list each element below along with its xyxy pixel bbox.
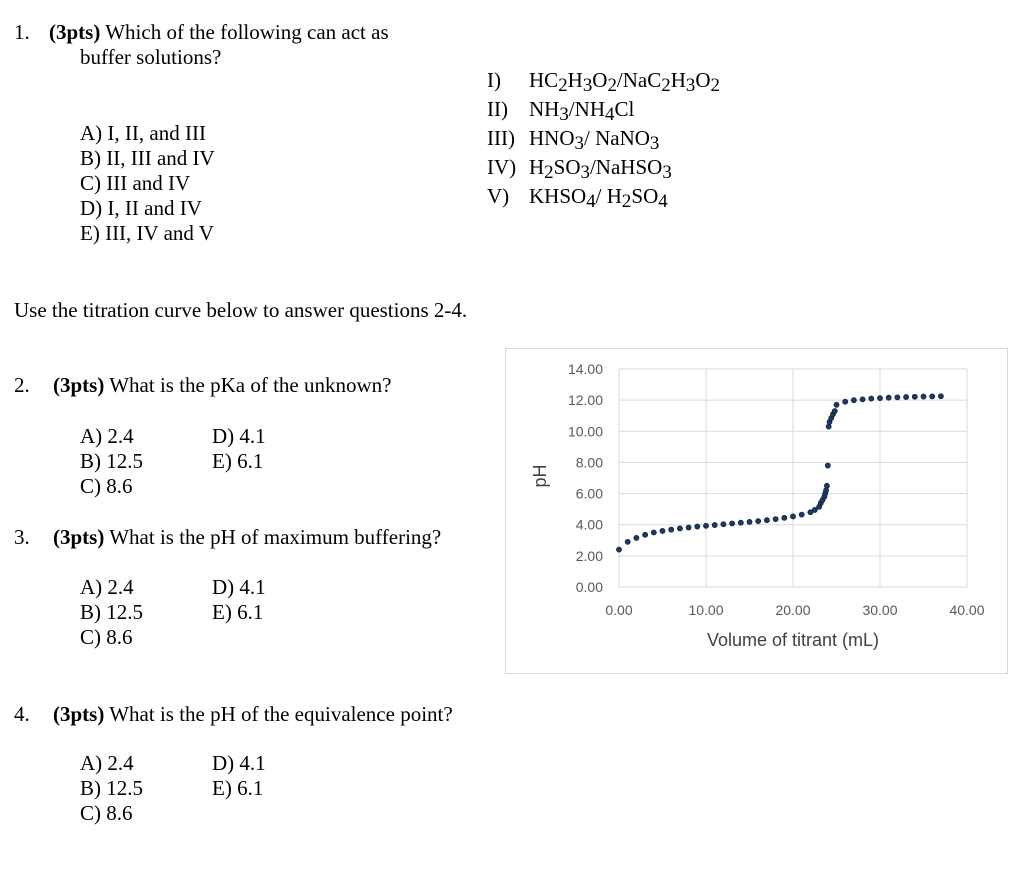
q2-option-b[interactable]: B) 12.5 (80, 449, 143, 473)
data-point (669, 527, 674, 532)
question-4-points: (3pts) (53, 702, 105, 726)
y-axis-label: pH (530, 464, 550, 488)
buffer-item-3-formula: $HNO_3/$ NaNO$_3$ (529, 126, 660, 155)
chart-gridlines (619, 369, 967, 587)
data-point (790, 514, 795, 519)
data-point (686, 525, 691, 530)
q4-option-b[interactable]: B) 12.5 (80, 776, 143, 800)
data-point (886, 395, 891, 400)
question-1-text-line2: buffer solutions? (80, 45, 222, 69)
q4-option-a[interactable]: A) 2.4 (80, 751, 134, 775)
buffer-item-4-roman: IV) (487, 155, 517, 179)
question-3-number: 3. (14, 525, 30, 549)
question-4-options-right (212, 751, 266, 801)
data-point (825, 463, 830, 468)
q4-option-d[interactable]: D) 4.1 (212, 751, 266, 775)
data-point (616, 547, 621, 552)
data-point (930, 394, 935, 399)
data-point (677, 526, 682, 531)
buffer-item-1-formula: $HC_2H_3O_2/NaC_2H_3O_2$ (529, 68, 720, 97)
data-point (823, 488, 828, 493)
buffer-item-5-roman: V) (487, 184, 510, 208)
y-tick-label: 4.00 (575, 516, 603, 533)
question-4-text: What is the pH of the equivalence point? (109, 702, 453, 726)
data-point (904, 394, 909, 399)
data-point (651, 530, 656, 535)
data-point (660, 528, 665, 533)
buffer-item-2 (487, 95, 720, 124)
x-tick-label: 40.00 (949, 602, 985, 618)
data-point (721, 522, 726, 527)
question-4-stem (14, 702, 453, 727)
buffer-item-2-roman: II) (487, 97, 508, 121)
x-tick-label: 30.00 (862, 602, 898, 618)
question-4-options-left (80, 751, 143, 826)
buffer-item-3-roman: III) (487, 126, 515, 150)
data-point (832, 408, 837, 413)
y-tick-label: 10.00 (567, 423, 603, 440)
question-2-stem (14, 373, 391, 398)
data-point (843, 399, 848, 404)
question-3-options-left (80, 575, 143, 650)
data-point (764, 518, 769, 523)
buffer-list (487, 66, 720, 211)
data-point (625, 539, 630, 544)
data-point (695, 524, 700, 529)
question-2-options-right (212, 424, 266, 474)
q2-option-a[interactable]: A) 2.4 (80, 424, 134, 448)
q3-option-c[interactable]: C) 8.6 (80, 625, 133, 649)
data-point (912, 394, 917, 399)
question-2-points: (3pts) (53, 373, 105, 397)
q3-option-d[interactable]: D) 4.1 (212, 575, 266, 599)
question-1-stem (14, 20, 389, 45)
question-1-number: 1. (14, 20, 30, 44)
data-point (643, 532, 648, 537)
x-tick-label: 10.00 (688, 602, 724, 618)
q3-option-e[interactable]: E) 6.1 (212, 600, 264, 624)
question-1-text: Which of the following can act as (105, 20, 389, 44)
x-axis-label: Volume of titrant (mL) (706, 630, 880, 650)
option-c[interactable]: C) III and IV (80, 171, 191, 195)
titration-chart (505, 348, 1008, 674)
instruction-text: Use the titration curve below to answer questions 2-4. (14, 298, 468, 322)
buffer-item-1-roman: I) (487, 68, 501, 92)
data-point (860, 397, 865, 402)
y-tick-label: 8.00 (575, 454, 603, 471)
option-b[interactable]: B) II, III and IV (80, 146, 215, 170)
option-d[interactable]: D) I, II and IV (80, 196, 202, 220)
y-tick-label: 12.00 (567, 392, 603, 409)
y-tick-label: 6.00 (575, 485, 603, 502)
q3-option-b[interactable]: B) 12.5 (80, 600, 143, 624)
q3-option-a[interactable]: A) 2.4 (80, 575, 134, 599)
titration-chart-svg (506, 349, 1007, 673)
data-point (782, 515, 787, 520)
question-2-text: What is the pKa of the unknown? (109, 373, 392, 397)
data-point (851, 398, 856, 403)
x-tick-label: 20.00 (775, 602, 811, 618)
question-1 (14, 20, 389, 70)
buffer-item-5-formula: $KHSO_4/$ $H_2SO_4$ (529, 184, 668, 213)
data-point (703, 523, 708, 528)
buffer-item-4 (487, 153, 720, 182)
question-1-points: (3pts) (49, 20, 101, 44)
q2-option-c[interactable]: C) 8.6 (80, 474, 133, 498)
option-e[interactable]: E) III, IV and V (80, 221, 214, 245)
question-4-number: 4. (14, 702, 30, 726)
y-tick-label: 14.00 (567, 361, 603, 377)
q4-option-c[interactable]: C) 8.6 (80, 801, 133, 825)
buffer-item-5 (487, 182, 720, 211)
x-tick-label: 0.00 (605, 602, 633, 618)
q2-option-e[interactable]: E) 6.1 (212, 449, 264, 473)
question-2-options-left (80, 424, 143, 499)
data-point (895, 395, 900, 400)
data-point (824, 483, 829, 488)
question-3-options-right (212, 575, 266, 625)
question-3-stem (14, 525, 441, 550)
y-tick-label: 0.00 (575, 579, 603, 595)
data-point (738, 520, 743, 525)
data-point (921, 394, 926, 399)
option-a[interactable]: A) I, II, and III (80, 121, 206, 145)
data-point (773, 517, 778, 522)
question-2-number: 2. (14, 373, 30, 397)
question-3-text: What is the pH of maximum buffering? (109, 525, 442, 549)
y-tick-label: 2.00 (575, 547, 603, 564)
data-point (747, 519, 752, 524)
data-point (730, 521, 735, 526)
question-1-options (80, 121, 215, 246)
data-point (712, 522, 717, 527)
data-point (634, 535, 639, 540)
data-point (834, 402, 839, 407)
chart-y-ticks (568, 361, 603, 595)
data-point (799, 512, 804, 517)
q2-option-d[interactable]: D) 4.1 (212, 424, 266, 448)
data-point (756, 519, 761, 524)
data-point (877, 396, 882, 401)
buffer-item-4-formula: $H_2SO_3/NaHSO_3$ (529, 155, 672, 184)
q4-option-e[interactable]: E) 6.1 (212, 776, 264, 800)
buffer-item-2-formula: $NH_3/NH_4Cl$ (529, 97, 635, 126)
chart-points (616, 394, 943, 553)
question-3-points: (3pts) (53, 525, 105, 549)
data-point (869, 396, 874, 401)
data-point (826, 424, 831, 429)
buffer-item-1 (487, 66, 720, 95)
chart-x-ticks (605, 602, 984, 618)
buffer-item-3 (487, 124, 720, 153)
data-point (938, 394, 943, 399)
